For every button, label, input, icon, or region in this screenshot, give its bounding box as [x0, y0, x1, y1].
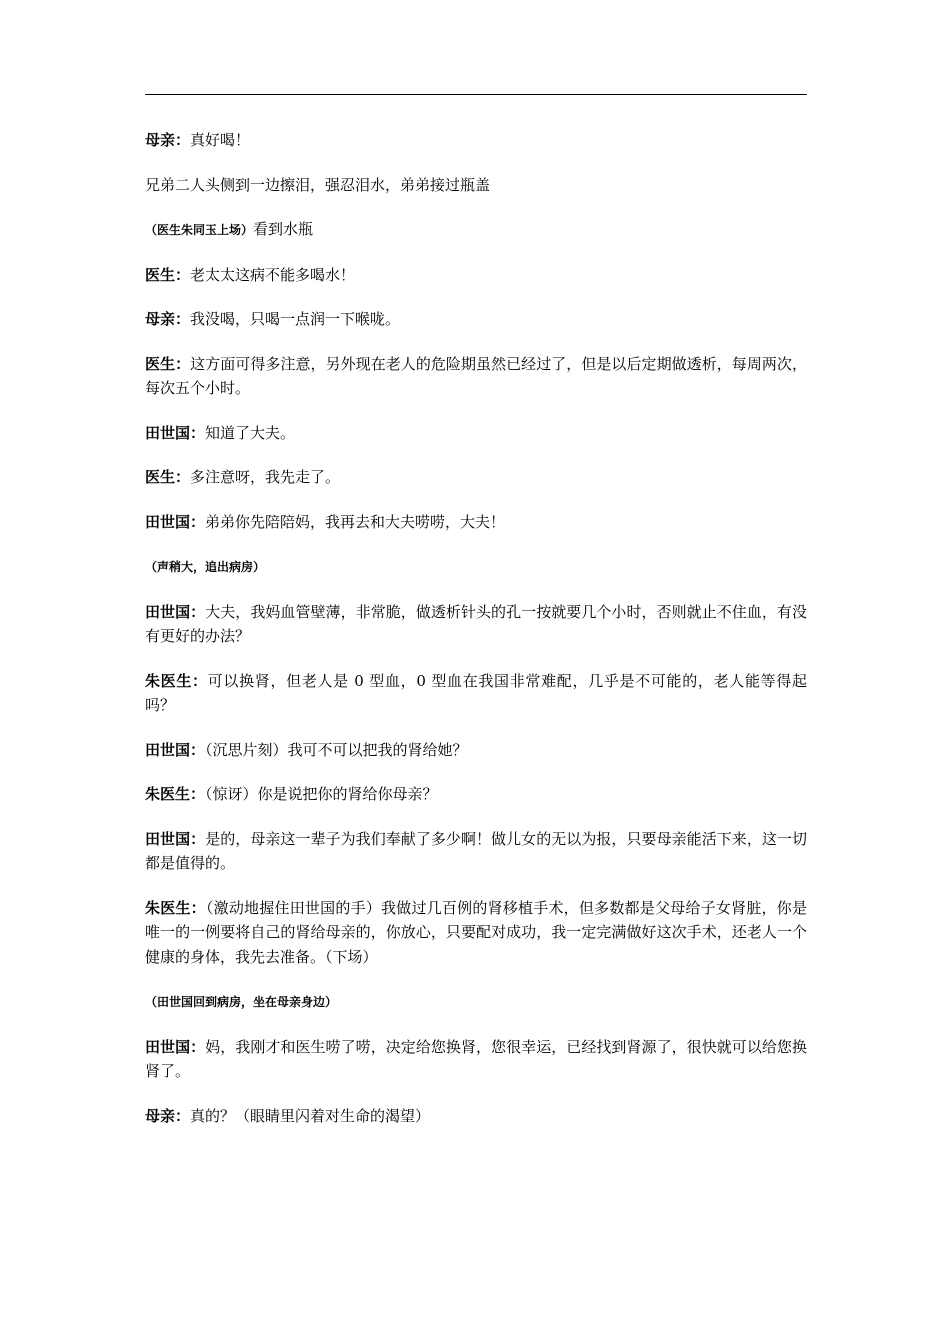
narration-line	[145, 173, 807, 198]
line-text: 我没喝，只喝一点润一下喉咙。	[190, 310, 401, 328]
speaker-label: 田世国：	[145, 512, 206, 531]
dialogue-line	[145, 600, 807, 649]
dialogue-line	[145, 421, 807, 446]
dialogue-line	[145, 510, 807, 535]
line-text: 可以换肾，但老人是 0 型血，0 型血在我国非常难配，几乎是不可能的，老人能等得起吗？	[145, 671, 807, 714]
speaker-label: 医生：	[145, 265, 191, 284]
line-text: （沉思片刻）我可不可以把我的肾给她？	[205, 740, 468, 759]
line-text: 真好喝！	[190, 131, 251, 149]
line-text: 这方面可得多注意，另外现在老人的危险期虽然已经过了，但是以后定期做透析，每周两次，每次五个小时。	[145, 354, 807, 397]
stage-direction: （声稍大，追出病房）	[145, 560, 266, 574]
speaker-label: 田世国：	[145, 602, 206, 621]
stage-direction: （医生朱同玉上场）	[145, 223, 254, 237]
speaker-label: 母亲：	[145, 131, 191, 149]
line-text: （惊讶）你是说把你的肾给你母亲？	[205, 785, 438, 803]
speaker-label: 朱医生：	[145, 898, 206, 917]
dialogue-line	[145, 1104, 807, 1129]
dialogue-line	[145, 128, 807, 153]
dialogue-line	[145, 896, 807, 970]
dialogue-line	[145, 669, 807, 718]
speaker-label: 母亲：	[145, 1106, 191, 1125]
dialogue-line	[145, 1035, 807, 1084]
speaker-label: 医生：	[145, 468, 191, 486]
dialogue-line	[145, 263, 807, 288]
speaker-label: 田世国：	[145, 1037, 206, 1056]
line-text: 妈，我刚才和医生唠了唠，决定给您换肾，您很幸运，已经找到肾源了，很快就可以给您换肾了。	[145, 1037, 807, 1080]
line-text: 老太太这病不能多喝水！	[190, 265, 356, 284]
script-content	[145, 128, 807, 1148]
stage-direction-line	[145, 217, 807, 243]
line-text: 知道了大夫。	[205, 423, 296, 442]
line-text: 多注意呀，我先走了。	[190, 468, 341, 486]
dialogue-line	[145, 307, 807, 332]
line-text: （激动地握住田世国的手）我做过几百例的肾移植手术，但多数都是父母给子女肾脏，你是唯一的一例要将自己的肾给母亲的，你放心，只要配对成功，我一定完满做好这次手术，还老人一个健康的身体，我先去准备。（下场）	[145, 898, 807, 966]
speaker-label: 田世国：	[145, 829, 206, 848]
dialogue-line	[145, 827, 807, 876]
dialogue-line	[145, 352, 807, 401]
stage-direction: （田世国回到病房，坐在母亲身边）	[145, 995, 338, 1009]
dialogue-line	[145, 782, 807, 807]
line-text: 弟弟你先陪陪妈，我再去和大夫唠唠，大夫！	[205, 512, 506, 531]
line-text: 真的？（眼睛里闪着对生命的渴望）	[190, 1106, 431, 1125]
speaker-label: 朱医生：	[145, 785, 206, 803]
line-text: 看到水瓶	[253, 220, 314, 238]
stage-direction-line	[145, 554, 807, 580]
header-rule	[145, 94, 807, 95]
speaker-label: 母亲：	[145, 310, 191, 328]
line-text: 大夫，我妈血管壁薄，非常脆，做透析针头的孔一按就要几个小时，否则就止不住血，有没有更好的办法？	[145, 602, 807, 645]
line-text: 兄弟二人头侧到一边擦泪，强忍泪水，弟弟接过瓶盖	[145, 175, 491, 194]
dialogue-line	[145, 738, 807, 763]
line-text: 是的，母亲这一辈子为我们奉献了多少啊！做儿女的无以为报，只要母亲能活下来，这一切都是值得的。	[145, 829, 807, 872]
dialogue-line	[145, 465, 807, 490]
speaker-label: 医生：	[145, 354, 191, 373]
speaker-label: 田世国：	[145, 423, 206, 442]
speaker-label: 朱医生：	[145, 671, 208, 690]
stage-direction-line	[145, 989, 807, 1015]
speaker-label: 田世国：	[145, 740, 206, 759]
